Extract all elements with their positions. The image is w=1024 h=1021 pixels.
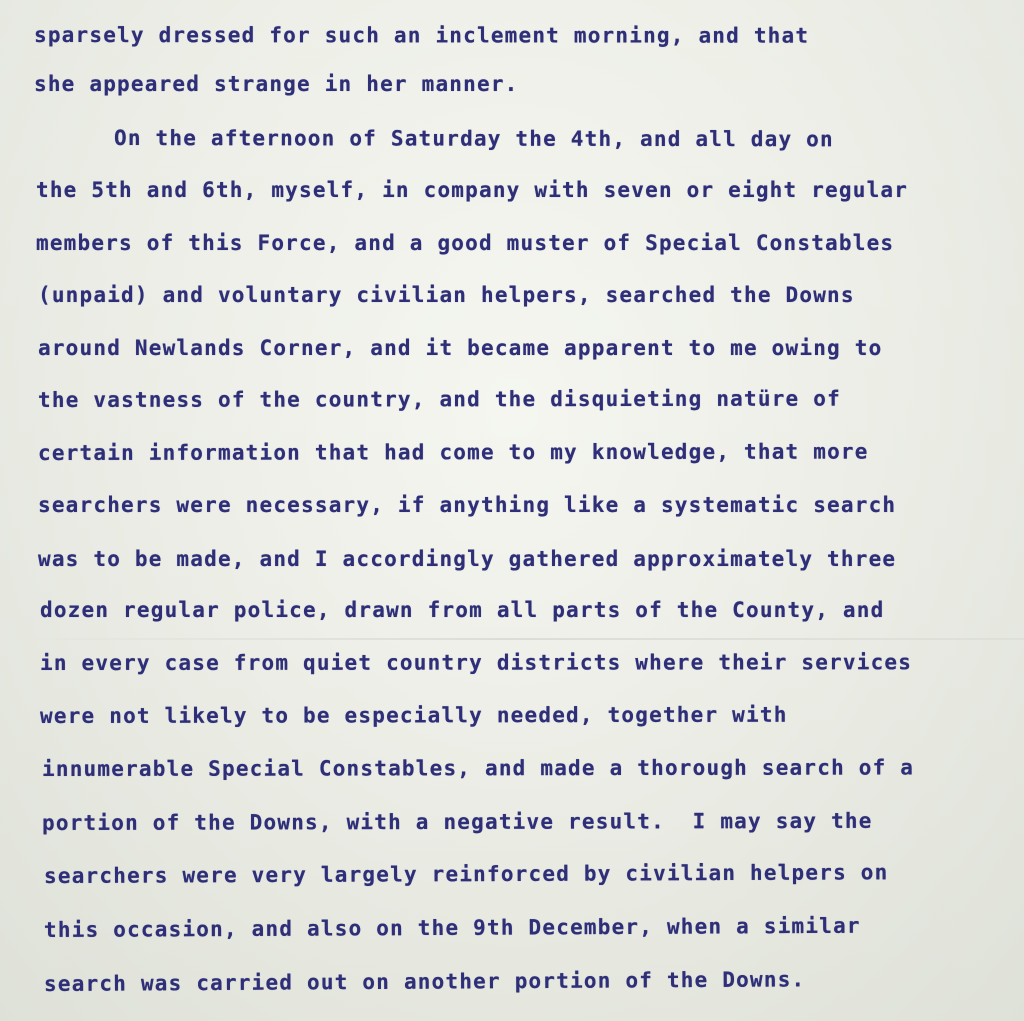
- paper-fold: [0, 638, 1024, 640]
- text-line: around Newlands Corner, and it became apparent to me owing to: [38, 336, 883, 360]
- text-line: she appeared strange in her manner.: [34, 72, 519, 96]
- text-line: portion of the Downs, with a negative result. I may say the: [41, 808, 873, 835]
- text-line: certain information that had come to my knowledge, that more: [37, 439, 869, 465]
- text-line: innumerable Special Constables, and made a thorough search of a: [41, 755, 915, 781]
- text-line: this occasion, and also on the 9th December, when a similar: [43, 913, 861, 942]
- text-line: searchers were very largely reinforced by civilian helpers on: [43, 860, 889, 888]
- text-line: searchers were necessary, if anything like a systematic search: [38, 493, 897, 517]
- text-line: were not likely to be especially needed, together with: [39, 702, 788, 728]
- text-line: search was carried out on another portion of the Downs.: [43, 967, 806, 996]
- text-line: sparsely dressed for such an inclement morning, and that: [33, 23, 810, 48]
- text-line: the 5th and 6th, myself, in company with seven or eight regular: [36, 178, 909, 202]
- text-line: in every case from quiet country districts where their services: [39, 650, 913, 675]
- text-line: (unpaid) and voluntary civilian helpers, searched the Downs: [38, 283, 855, 307]
- text-line: the vastness of the country, and the disquieting natüre of: [37, 386, 841, 412]
- text-line: members of this Force, and a good muster of Special Constables: [36, 231, 895, 255]
- text-line: was to be made, and I accordingly gathered approximately three: [38, 547, 897, 571]
- text-line: dozen regular police, drawn from all parts of the County, and: [40, 598, 885, 622]
- text-line: On the afternoon of Saturday the 4th, and all day on: [113, 126, 834, 152]
